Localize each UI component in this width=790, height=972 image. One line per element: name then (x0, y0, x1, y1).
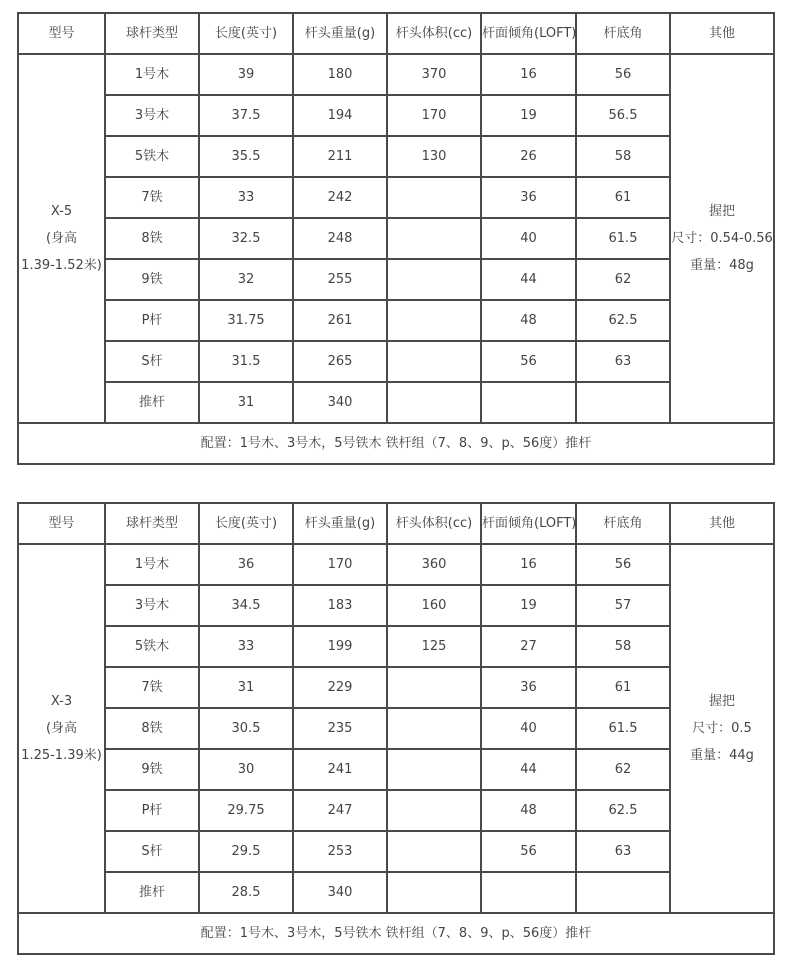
header-cell: 杆面倾角(LOFT) (481, 13, 576, 54)
header-cell: 杆头体积(cc) (387, 13, 481, 54)
lie-angle-cell (576, 872, 670, 913)
lie-angle-cell: 63 (576, 831, 670, 872)
table-row (18, 177, 774, 218)
club-type-cell: 推杆 (105, 872, 199, 913)
length-cell: 31.5 (199, 341, 293, 382)
club-type-cell: 5铁木 (105, 136, 199, 177)
lie-angle-cell (576, 382, 670, 423)
table-row (18, 382, 774, 423)
header-cell: 长度(英寸) (199, 13, 293, 54)
loft-cell: 19 (481, 95, 576, 136)
length-cell: 33 (199, 626, 293, 667)
head-weight-cell: 180 (293, 54, 387, 95)
loft-cell: 16 (481, 54, 576, 95)
length-cell: 31 (199, 667, 293, 708)
header-cell: 杆底角 (576, 503, 670, 544)
head-weight-cell: 229 (293, 667, 387, 708)
length-cell: 35.5 (199, 136, 293, 177)
grip-weight: 重量：48g (690, 258, 754, 273)
head-weight-cell: 255 (293, 259, 387, 300)
head-weight-cell: 340 (293, 872, 387, 913)
lie-angle-cell: 57 (576, 585, 670, 626)
loft-cell: 56 (481, 831, 576, 872)
table-row (18, 218, 774, 259)
loft-cell: 26 (481, 136, 576, 177)
header-cell: 杆头重量(g) (293, 13, 387, 54)
header-cell: 杆底角 (576, 13, 670, 54)
table-row (18, 831, 774, 872)
lie-angle-cell: 62.5 (576, 300, 670, 341)
table-row (18, 667, 774, 708)
other-cell (670, 54, 774, 423)
loft-cell: 56 (481, 341, 576, 382)
model-height-label: (身高 (45, 231, 78, 246)
loft-cell: 40 (481, 218, 576, 259)
lie-angle-cell: 56 (576, 54, 670, 95)
head-volume-cell (387, 667, 481, 708)
club-type-cell: 5铁木 (105, 626, 199, 667)
length-cell: 34.5 (199, 585, 293, 626)
head-weight-cell: 261 (293, 300, 387, 341)
loft-cell (481, 382, 576, 423)
model-cell (18, 544, 105, 913)
head-volume-cell: 360 (387, 544, 481, 585)
other-cell (670, 544, 774, 913)
table-row (18, 95, 774, 136)
loft-cell: 19 (481, 585, 576, 626)
lie-angle-cell: 56 (576, 544, 670, 585)
head-weight-cell: 247 (293, 790, 387, 831)
head-volume-cell: 125 (387, 626, 481, 667)
head-volume-cell (387, 259, 481, 300)
table-row (18, 790, 774, 831)
head-volume-cell (387, 382, 481, 423)
spec-table-x3 (17, 502, 775, 955)
club-type-cell: 8铁 (105, 708, 199, 749)
head-weight-cell: 265 (293, 341, 387, 382)
head-volume-cell (387, 300, 481, 341)
length-cell: 29.75 (199, 790, 293, 831)
loft-cell: 36 (481, 667, 576, 708)
lie-angle-cell: 61.5 (576, 708, 670, 749)
club-type-cell: P杆 (105, 300, 199, 341)
head-volume-cell (387, 177, 481, 218)
length-cell: 28.5 (199, 872, 293, 913)
loft-cell: 44 (481, 259, 576, 300)
table-row (18, 872, 774, 913)
head-weight-cell: 194 (293, 95, 387, 136)
loft-cell: 44 (481, 749, 576, 790)
head-weight-cell: 248 (293, 218, 387, 259)
table-footer-row (18, 423, 774, 464)
head-volume-cell (387, 749, 481, 790)
head-weight-cell: 241 (293, 749, 387, 790)
configuration-note: 配置：1号木、3号木，5号铁木 铁杆组（7、8、9、p、56度）推杆 (18, 423, 774, 464)
club-type-cell: 3号木 (105, 585, 199, 626)
loft-cell: 40 (481, 708, 576, 749)
club-type-cell: S杆 (105, 341, 199, 382)
lie-angle-cell: 58 (576, 136, 670, 177)
lie-angle-cell: 61 (576, 177, 670, 218)
head-weight-cell: 340 (293, 382, 387, 423)
loft-cell: 27 (481, 626, 576, 667)
table-header-row (18, 503, 774, 544)
head-volume-cell (387, 831, 481, 872)
loft-cell: 16 (481, 544, 576, 585)
head-volume-cell (387, 872, 481, 913)
table-row (18, 544, 774, 585)
head-weight-cell: 242 (293, 177, 387, 218)
length-cell: 32.5 (199, 218, 293, 259)
loft-cell: 48 (481, 300, 576, 341)
length-cell: 30.5 (199, 708, 293, 749)
length-cell: 33 (199, 177, 293, 218)
loft-cell: 36 (481, 177, 576, 218)
header-cell: 型号 (18, 13, 105, 54)
lie-angle-cell: 62 (576, 259, 670, 300)
club-type-cell: 7铁 (105, 177, 199, 218)
length-cell: 36 (199, 544, 293, 585)
head-volume-cell (387, 708, 481, 749)
model-cell (18, 54, 105, 423)
header-cell: 杆头体积(cc) (387, 503, 481, 544)
length-cell: 31.75 (199, 300, 293, 341)
club-type-cell: 1号木 (105, 54, 199, 95)
club-type-cell: S杆 (105, 831, 199, 872)
head-weight-cell: 211 (293, 136, 387, 177)
header-cell: 杆面倾角(LOFT) (481, 503, 576, 544)
length-cell: 30 (199, 749, 293, 790)
header-cell: 其他 (670, 503, 774, 544)
lie-angle-cell: 62 (576, 749, 670, 790)
table-row (18, 626, 774, 667)
head-volume-cell: 370 (387, 54, 481, 95)
table-row (18, 749, 774, 790)
head-weight-cell: 235 (293, 708, 387, 749)
head-volume-cell: 130 (387, 136, 481, 177)
head-volume-cell (387, 218, 481, 259)
header-cell: 杆头重量(g) (293, 503, 387, 544)
table-row (18, 259, 774, 300)
club-type-cell: P杆 (105, 790, 199, 831)
head-volume-cell (387, 341, 481, 382)
table-row (18, 136, 774, 177)
head-weight-cell: 253 (293, 831, 387, 872)
head-volume-cell: 160 (387, 585, 481, 626)
lie-angle-cell: 58 (576, 626, 670, 667)
grip-label: 握把 (708, 204, 735, 219)
head-volume-cell: 170 (387, 95, 481, 136)
table-row (18, 54, 774, 95)
length-cell: 39 (199, 54, 293, 95)
model-name: X-3 (50, 694, 73, 709)
model-height-label: (身高 (45, 721, 78, 736)
table-row (18, 300, 774, 341)
grip-label: 握把 (708, 694, 735, 709)
length-cell: 32 (199, 259, 293, 300)
lie-angle-cell: 63 (576, 341, 670, 382)
lie-angle-cell: 62.5 (576, 790, 670, 831)
lie-angle-cell: 56.5 (576, 95, 670, 136)
club-type-cell: 9铁 (105, 749, 199, 790)
club-type-cell: 9铁 (105, 259, 199, 300)
table-footer-row (18, 913, 774, 954)
length-cell: 29.5 (199, 831, 293, 872)
spec-table-x5 (17, 12, 775, 465)
header-cell: 其他 (670, 13, 774, 54)
club-type-cell: 3号木 (105, 95, 199, 136)
model-height-range: 1.39-1.52米) (21, 258, 102, 273)
length-cell: 37.5 (199, 95, 293, 136)
model-height-range: 1.25-1.39米) (21, 748, 102, 763)
club-type-cell: 1号木 (105, 544, 199, 585)
table-row (18, 341, 774, 382)
club-type-cell: 推杆 (105, 382, 199, 423)
head-volume-cell (387, 790, 481, 831)
loft-cell: 48 (481, 790, 576, 831)
club-type-cell: 8铁 (105, 218, 199, 259)
model-name: X-5 (50, 204, 73, 219)
header-cell: 球杆类型 (105, 503, 199, 544)
header-cell: 型号 (18, 503, 105, 544)
table-row (18, 708, 774, 749)
club-type-cell: 7铁 (105, 667, 199, 708)
grip-size: 尺寸：0.54-0.56 (671, 231, 773, 246)
length-cell: 31 (199, 382, 293, 423)
table-row (18, 585, 774, 626)
table-header-row (18, 13, 774, 54)
configuration-note: 配置：1号木、3号木，5号铁木 铁杆组（7、8、9、p、56度）推杆 (18, 913, 774, 954)
head-weight-cell: 199 (293, 626, 387, 667)
lie-angle-cell: 61 (576, 667, 670, 708)
header-cell: 球杆类型 (105, 13, 199, 54)
head-weight-cell: 183 (293, 585, 387, 626)
head-weight-cell: 170 (293, 544, 387, 585)
loft-cell (481, 872, 576, 913)
grip-size: 尺寸：0.5 (692, 721, 752, 736)
lie-angle-cell: 61.5 (576, 218, 670, 259)
header-cell: 长度(英寸) (199, 503, 293, 544)
grip-weight: 重量：44g (690, 748, 754, 763)
